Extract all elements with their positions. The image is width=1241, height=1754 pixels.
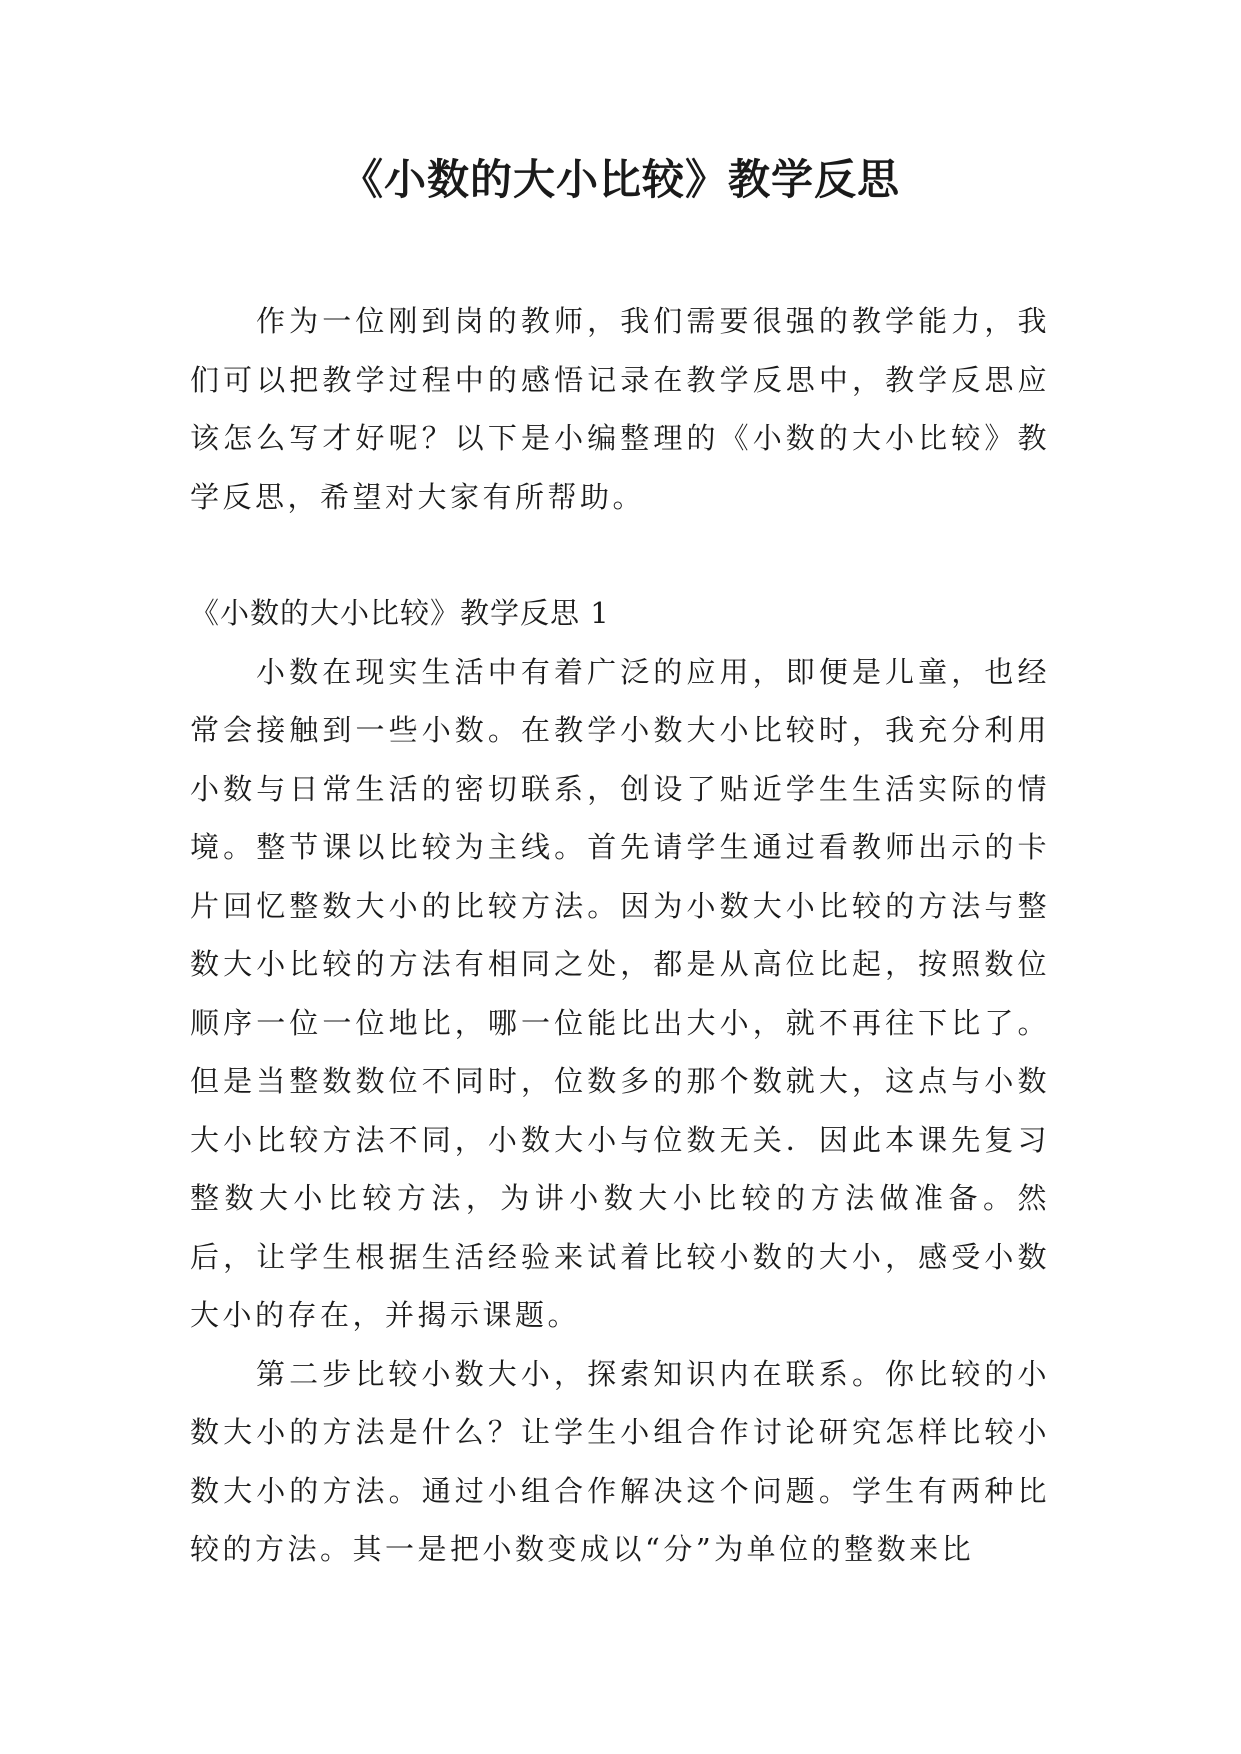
document-body — [190, 292, 1050, 1579]
body-paragraph-2: 第二步比较小数大小，探索知识内在联系。你比较的小数大小的方法是什么？让学生小组合作讨论研究怎样比较小数大小的方法。通过小组合作解决这个问题。学生有两种比较的方法。其一是把小数变成以“分”为单位的整数来比 — [190, 1356, 1050, 1566]
section-heading: 《小数的大小比较》教学反思 1 — [190, 596, 610, 630]
document-title: 《小数的大小比较》教学反思 — [340, 155, 900, 204]
intro-paragraph: 作为一位刚到岗的教师，我们需要很强的教学能力，我们可以把教学过程中的感悟记录在教学反思中，教学反思应该怎么写才好呢？以下是小编整理的《小数的大小比较》教学反思，希望对大家有所帮助。 — [190, 304, 1050, 514]
body-paragraph-1: 小数在现实生活中有着广泛的应用，即便是儿童，也经常会接触到一些小数。在教学小数大小比较时，我充分利用小数与日常生活的密切联系，创设了贴近学生生活实际的情境。整节课以比较为主线。首先请学生通过看教师出示的卡片回忆整数大小的比较方法。因为小数大小比较的方法与整数大小比较的方法有相同之处，都是从高位比起，按照数位顺序一位一位地比，哪一位能比出大小，就不再往下比了。但是当整数数位不同时，位数多的那个数就大，这点与小数大小比较方法不同，小数大小与位数无关．因此本课先复习整数大小比较方法，为讲小数大小比较的方法做准备。然后，让学生根据生活经验来试着比较小数的大小，感受小数大小的存在，并揭示课题。 — [190, 654, 1050, 1332]
